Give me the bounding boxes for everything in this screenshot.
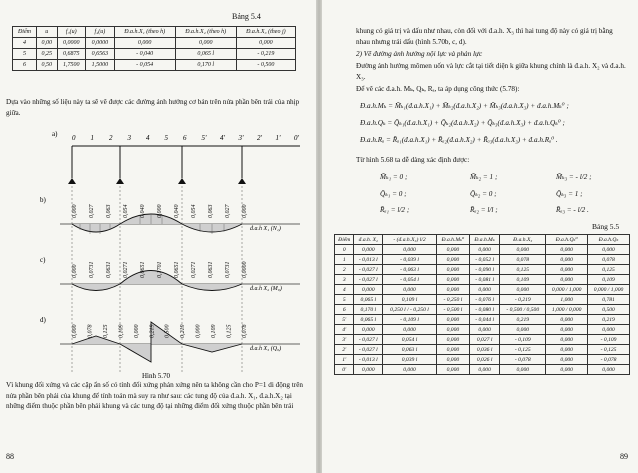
coef-1-3: M̄ₖ₃ = - l/2 ;: [556, 173, 592, 181]
table-cell: 6: [13, 60, 37, 71]
table-cell: 0,000: [588, 365, 630, 375]
ordinate-value: 0,0731: [89, 261, 95, 278]
table-cell: 1,7500: [57, 60, 86, 71]
table-header-cell: Đ.a.h.X₁ (theo h): [114, 27, 175, 38]
table-cell: 0,000: [354, 285, 383, 295]
ordinate-value: 0,054: [123, 204, 129, 218]
fig-a-label: a): [52, 130, 58, 138]
ordinate-value: 0,000: [72, 324, 78, 338]
table-cell: - 0,039 l: [383, 255, 437, 265]
table-row: [13, 38, 296, 49]
node-number: 0': [294, 134, 299, 142]
table-cell: 0,000: [383, 245, 437, 255]
coef-3-3: R̄ₐ₃ = - l/2 .: [556, 206, 589, 214]
right-page: [322, 0, 638, 473]
ordinate-value: 0,078: [242, 324, 248, 338]
table-row: [335, 295, 630, 305]
table-header-cell: Điểm: [335, 235, 354, 245]
table-row: [335, 275, 630, 285]
table-cell: 0,250 l / - 0,250 l: [383, 305, 437, 315]
ordinate-value: 0,0271: [123, 261, 129, 278]
table-cell: - 0,044 l: [469, 315, 499, 325]
table-cell: 0,000: [546, 275, 588, 285]
table-cell: 0,078: [588, 255, 630, 265]
table-cell: 3: [335, 275, 354, 285]
table-cell: 0,000: [546, 315, 588, 325]
table-cell: 0,000: [546, 325, 588, 335]
table-cell: 0,000: [436, 335, 469, 345]
table-cell: 0,000: [436, 345, 469, 355]
table-cell: 0,000: [436, 275, 469, 285]
table-cell: 0,25: [36, 49, 57, 60]
table-header-cell: f₄(u): [86, 27, 115, 38]
coef-2-3: Q̄ₖ₃ = 1 ;: [556, 190, 583, 198]
table-cell: 0,039 l: [383, 355, 437, 365]
ordinate-value: 0,000: [195, 324, 202, 338]
table-cell: 0,00: [36, 38, 57, 49]
table-cell: 0,000: [436, 325, 469, 335]
table-header-cell: Đ.a.h.X₂ (theo h): [175, 27, 236, 38]
ordinate-value: 0,219: [149, 324, 156, 338]
table-cell: 0,036 l: [469, 345, 499, 355]
fig-b-label: b): [40, 196, 46, 204]
table-cell: - 0,500 l: [436, 305, 469, 315]
influence-line-figure: [0, 122, 316, 380]
table-cell: 0,109 l: [383, 295, 437, 305]
table-cell: 6: [335, 305, 354, 315]
ordinate-value: 0,0651: [140, 261, 146, 278]
node-number: 5: [164, 134, 168, 142]
table-cell: 0,000: [436, 355, 469, 365]
table-header-cell: - (đ.a.h.X₃) l/2: [383, 235, 437, 245]
table-cell: 0,000: [383, 285, 437, 295]
table-cell: 0,000: [588, 245, 630, 255]
table-row: [335, 335, 630, 345]
paragraph-2: Đường ảnh hưởng mômen uốn và lực cắt tại tiết diện k giữa khung chính là đ.a.h. X₂ và đ.a.h. X₃.: [356, 62, 626, 81]
curve-label-d: đ.a.h X₃ (Q₀): [250, 346, 282, 352]
table-cell: 0,000: [500, 245, 546, 255]
table-cell: 4: [13, 38, 37, 49]
table-header-cell: đ.a.h. X₂: [354, 235, 383, 245]
table-cell: 0,000: [546, 345, 588, 355]
table-title: Bảng 5.4: [232, 12, 261, 21]
table-row: [335, 285, 630, 295]
node-number: 0: [72, 134, 76, 142]
ordinate-value: 0,219: [180, 324, 187, 338]
page-number-left: 88: [6, 452, 14, 461]
table-cell: 0,000: [436, 315, 469, 325]
table-cell: 0,219: [500, 315, 546, 325]
table-cell: 0,000: [436, 285, 469, 295]
table-cell: 0,000: [354, 365, 383, 375]
table-cell: - 0,013 l: [354, 355, 383, 365]
table-cell: - 0,250 l: [436, 295, 469, 305]
table-cell: 1': [335, 355, 354, 365]
table-cell: 0,000: [436, 245, 469, 255]
table-cell: 0,781: [588, 295, 630, 305]
body-paragraph: Vì khung đối xứng và các cặp ẩn số có tính đối xứng phản xứng nên ta không cần cho P=1 di động trên nửa phần bên phải của khung để tính toán mà suy ra như sau: các tung độ của đ.a.h. X₁, đ.a.h.X₂ tại những điểm thuộc phần bên phải khung và các tung độ tại những điểm đối xứng thuộc phần bên trái: [6, 381, 303, 410]
table-header-cell: Đ.a.h.Mₖ: [469, 235, 499, 245]
ordinate-value: 0,0651: [174, 261, 180, 278]
coef-3-2: R̄ₐ₂ = l/l ;: [470, 206, 498, 214]
table-cell: 3': [335, 335, 354, 345]
table-cell: 0,000 / 1,000: [588, 285, 630, 295]
ordinate-value: 0,0000: [242, 261, 248, 278]
ordinate-value: 0,054: [191, 204, 197, 218]
table-cell: 0,063 l: [383, 345, 437, 355]
table-cell: 0,000: [500, 325, 546, 335]
table-cell: 0,000: [469, 285, 499, 295]
ordinate-value: 0,027: [89, 204, 95, 218]
table-cell: 0,000: [546, 355, 588, 365]
table-cell: 0,000: [236, 38, 295, 49]
ordinate-value: 0,109: [211, 324, 218, 338]
table-cell: 0,000: [436, 265, 469, 275]
table-cell: 0,000: [546, 245, 588, 255]
curve-label-b: đ.a.h X₁ (N₁): [250, 226, 281, 232]
table-cell: - 0,013 l: [354, 255, 383, 265]
ordinate-value: 0,1701: [157, 261, 163, 278]
table-header-cell: Đ.a.h.Qₖ: [588, 235, 630, 245]
table-cell: 0,000: [469, 365, 499, 375]
table-cell: 0,109: [588, 275, 630, 285]
frame-diagram: [72, 146, 300, 178]
table-cell: 0,500: [588, 305, 630, 315]
node-number: 6: [183, 134, 187, 142]
table-cell: 0,000: [383, 365, 437, 375]
table-cell: - 0,078: [588, 355, 630, 365]
table-cell: - 0,500 / 0,500: [500, 305, 546, 315]
table-cell: 0,6875: [57, 49, 86, 60]
paragraph-3: Để vẽ các đ.a.h. Mₖ, Qₖ, Rₐ, ta áp dụng công thức (5.78):: [356, 85, 520, 93]
table-cell: 0': [335, 365, 354, 375]
ordinate-value: 0,0631: [106, 261, 112, 278]
formula-3: Đ.a.h.Rₐ = R̄ₐ₁(đ.a.h.X₁) + R̄ₐ₂(đ.a.h.X₂) + R̄ₐ₃(đ.a.h.X₃) + đ.a.h.Rₐ⁰ .: [360, 136, 558, 144]
ordinate-value: 0,000: [157, 204, 163, 218]
table-cell: 2: [335, 265, 354, 275]
node-number: 4: [146, 134, 150, 142]
table-cell: - 0,063 l: [383, 265, 437, 275]
node-number: 1: [90, 134, 94, 142]
table-cell: - 0,040: [114, 49, 175, 60]
supports: [68, 178, 246, 184]
table-cell: 0,6563: [86, 49, 115, 60]
table-cell: - 0,078: [500, 355, 546, 365]
table-cell: 0,000: [588, 325, 630, 335]
table-cell: 0,000: [436, 365, 469, 375]
table-cell: - 0,109: [588, 335, 630, 345]
table-cell: 0,000: [469, 245, 499, 255]
table-cell: - 0,125: [500, 345, 546, 355]
table-cell: 0,000: [354, 325, 383, 335]
node-number: 3: [127, 134, 131, 142]
data-table-5-5: [334, 234, 630, 375]
table-cell: - 0,054 l: [383, 275, 437, 285]
table-cell: 0,125: [588, 265, 630, 275]
curve-label-c: đ.a.h X₂ (M₀): [250, 286, 282, 292]
table-header-cell: Đ.a.h.X₃: [500, 235, 546, 245]
table-row: [335, 255, 630, 265]
formula-2: Đ.a.h.Qₖ = Q̄ₖ₁(đ.a.h.X₁) + Q̄ₖ₂(đ.a.h.X₂) + Q̄ₖ₃(đ.a.h.X₃) + đ.a.h.Qₖ⁰ ;: [360, 119, 565, 127]
table-cell: 0,065 l: [175, 49, 236, 60]
ordinate-value: 0,125: [226, 324, 233, 338]
table-cell: 0,000: [436, 255, 469, 265]
values-b: [72, 204, 248, 219]
table-cell: 1,5000: [86, 60, 115, 71]
table-cell: 0,000: [546, 335, 588, 345]
table-cell: - 0,219: [236, 49, 295, 60]
table-cell: 0,027 l: [469, 335, 499, 345]
left-page: [0, 0, 316, 473]
table-cell: 0,000: [546, 255, 588, 265]
ordinate-value: 0,000: [72, 204, 78, 218]
table-row: [335, 265, 630, 275]
fig-c-label: c): [40, 256, 46, 264]
table-cell: - 0,090 l: [469, 265, 499, 275]
table-cell: 0,078: [500, 255, 546, 265]
table-cell: 0,000: [500, 365, 546, 375]
ordinate-value: 0,063: [208, 204, 214, 218]
table-cell: - 0,054: [114, 60, 175, 71]
table-row: [335, 365, 630, 375]
table-cell: - 0,027 l: [354, 345, 383, 355]
table-header-cell: u: [36, 27, 57, 38]
values-c: [72, 262, 248, 279]
table-cell: 0,219: [588, 315, 630, 325]
table-header-cell: Điểm: [13, 27, 37, 38]
ordinate-value: 0,040: [174, 204, 180, 218]
table-cell: 0,50: [36, 60, 57, 71]
table-cell: - 0,076 l: [469, 295, 499, 305]
node-number-labels: [72, 134, 300, 142]
table-row: [335, 245, 630, 255]
table-cell: 0,170 l: [354, 305, 383, 315]
table-cell: - 0,027 l: [354, 265, 383, 275]
table-cell: - 0,219: [500, 295, 546, 305]
node-number: 5': [201, 134, 207, 142]
coef-1-2: M̄ₖ₂ = 1 ;: [470, 173, 498, 181]
ordinate-value: 0,063: [106, 204, 112, 218]
ordinate-value: 0,109: [118, 324, 125, 338]
table-cell: - 0,027 l: [354, 335, 383, 345]
table-cell: 2': [335, 345, 354, 355]
table-row: [13, 60, 296, 71]
table-row: [335, 315, 630, 325]
ordinate-value: 0,500: [164, 324, 171, 338]
ordinate-value: 0,040: [140, 204, 146, 218]
table-cell: 0,109: [500, 275, 546, 285]
table-cell: 0: [335, 245, 354, 255]
ordinate-value: 0,000: [133, 324, 140, 338]
coef-1-1: M̄ₖ₁ = 0 ;: [380, 173, 408, 181]
paragraph-4: Từ hình 5.68 ta dễ dàng xác định được:: [356, 156, 470, 164]
node-number: 2: [109, 134, 113, 142]
ordinate-value: 0,027: [225, 204, 231, 218]
intro-paragraph: Dựa vào những số liệu này ta sẽ vẽ được các đường ảnh hưởng cơ bản trên nửa phần bên trái của nhịp giữa.: [6, 98, 300, 117]
ordinate-value: 0,078: [87, 324, 94, 338]
paragraph-1: khung có giá trị và dấu như nhau, còn đối với đ.a.h. X₃ thì hai tung độ này có giá trị bằng nhau nhưng trái dấu (hình 5.70b, c, d).: [356, 27, 613, 46]
table-row: [335, 305, 630, 315]
table-cell: 0,000: [546, 265, 588, 275]
ordinate-value: 0,0731: [225, 261, 231, 278]
coef-3-1: R̄ₐ₁ = l/2 ;: [380, 206, 410, 214]
table-cell: 1,000 / 0,000: [546, 305, 588, 315]
figure-caption: Hình 5.70: [142, 372, 170, 380]
table-cell: - 0,080 l: [469, 305, 499, 315]
node-number: 2': [257, 134, 262, 142]
ordinate-value: 0,000: [242, 204, 248, 218]
table-cell: 0,000 / 1,000: [546, 285, 588, 295]
fig-d-label: d): [40, 316, 46, 324]
table-cell: 0,170 l: [175, 60, 236, 71]
data-table-5-4: [12, 26, 296, 71]
table-cell: 0,065 l: [354, 315, 383, 325]
table-cell: 0,065 l: [354, 295, 383, 305]
page-number-right: 89: [620, 452, 628, 461]
table-cell: 0,125: [500, 265, 546, 275]
table-cell: 0,054 l: [383, 335, 437, 345]
ordinate-value: 0,0631: [208, 261, 214, 278]
table-cell: 0,000: [546, 365, 588, 375]
table-row: [13, 49, 296, 60]
table-header-cell: Đ.a.h.Mₖ⁰: [436, 235, 469, 245]
table-cell: 0,000: [469, 325, 499, 335]
table-cell: - 0,109 l: [383, 315, 437, 325]
table-cell: 4: [335, 285, 354, 295]
table-cell: 5: [335, 295, 354, 305]
coef-2-2: Q̄ₖ₂ = 0 ;: [470, 190, 497, 198]
table-cell: 5': [335, 315, 354, 325]
formula-1: Đ.a.h.Mₖ = M̄ₖ₁(đ.a.h.X₁) + M̄ₖ₂(đ.a.h.X₂) + M̄ₖ₃(đ.a.h.X₃) + đ.a.h.Mₖ⁰ ;: [360, 102, 569, 110]
node-number: 3': [238, 134, 244, 142]
table-cell: 0,000: [354, 245, 383, 255]
table-header-cell: f₃(u): [57, 27, 86, 38]
table-cell: 1,000: [546, 295, 588, 305]
table-cell: - 0,081 l: [469, 275, 499, 285]
ordinate-value: 0,0271: [191, 261, 197, 278]
table-row: [335, 345, 630, 355]
table-cell: - 0,125: [588, 345, 630, 355]
ordinate-value: 0,000: [72, 264, 78, 278]
table-cell: 0,000: [383, 325, 437, 335]
table-cell: 0,000: [175, 38, 236, 49]
table-cell: - 0,052 l: [469, 255, 499, 265]
table-cell: 0,000: [114, 38, 175, 49]
table-cell: 4': [335, 325, 354, 335]
table-cell: 1: [335, 255, 354, 265]
node-number: 1': [275, 134, 281, 142]
table-header-cell: Đ.a.h.Qₖ⁰: [546, 235, 588, 245]
table-title-5-5: Bảng 5.5: [592, 222, 620, 231]
table-cell: 5: [13, 49, 37, 60]
table-cell: 0,0000: [86, 38, 115, 49]
section-heading: 2) Vẽ đường ảnh hưởng nội lực và phản lực: [356, 50, 483, 58]
table-row: [335, 325, 630, 335]
table-cell: - 0,500: [236, 60, 295, 71]
table-cell: 0,0000: [57, 38, 86, 49]
table-cell: - 0,027 l: [354, 275, 383, 285]
node-number: 4': [220, 134, 225, 142]
table-cell: 0,000: [500, 285, 546, 295]
table-header-cell: Đ.a.h.X₃ (theo j): [236, 27, 295, 38]
coef-2-1: Q̄ₖ₁ = 0 ;: [380, 190, 407, 198]
table-cell: - 0,109: [500, 335, 546, 345]
table-cell: 0,026 l: [469, 355, 499, 365]
ordinate-value: 0,125: [102, 324, 109, 338]
table-row: [335, 355, 630, 365]
